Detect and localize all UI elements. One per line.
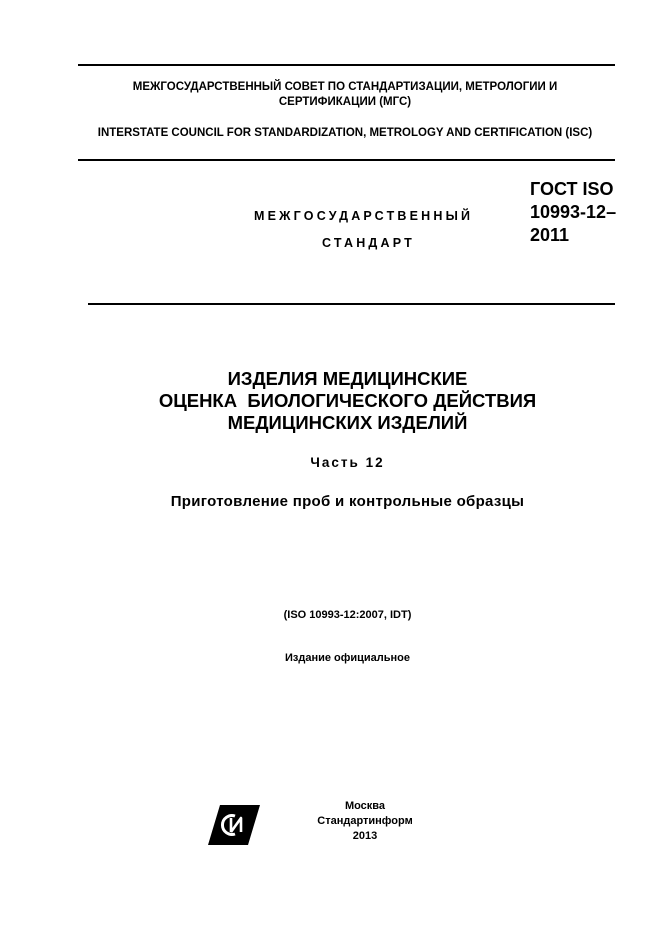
title-rule [88, 303, 615, 305]
standard-code-line2: 10993-12– [530, 202, 617, 222]
title-line1: ИЗДЕЛИЯ МЕДИЦИНСКИЕ [227, 368, 468, 389]
council-name-ru: МЕЖГОСУДАРСТВЕННЫЙ СОВЕТ ПО СТАНДАРТИЗАЦИИ, МЕТРОЛОГИИ И СЕРТИФИКАЦИИ (МГС) [132, 81, 558, 108]
standard-code-line1: ГОСТ ISO [530, 179, 614, 199]
standard-code [530, 178, 616, 247]
header-rule [78, 159, 615, 161]
edition-note: Издание официальное [284, 652, 411, 664]
publisher-name: Стандартинформ [317, 815, 413, 827]
standard-type-line2: СТАНДАРТ [322, 236, 415, 250]
document-subtitle: Приготовление проб и контрольные образцы [170, 493, 525, 510]
part-number: Часть 12 [310, 455, 385, 470]
publisher-city: Москва [344, 800, 386, 812]
publisher-year: 2013 [352, 830, 378, 842]
standard-code-line3: 2011 [530, 225, 570, 245]
title-line2: ОЦЕНКА БИОЛОГИЧЕСКОГО ДЕЙСТВИЯ [158, 390, 537, 411]
top-rule [78, 64, 615, 66]
iso-identity: (ISO 10993-12:2007, IDT) [283, 609, 412, 621]
standartinform-logo-icon [208, 805, 260, 845]
standard-type-line1: МЕЖГОСУДАРСТВЕННЫЙ [254, 209, 474, 223]
document-title [80, 368, 615, 434]
publisher-block [300, 799, 430, 844]
title-line3: МЕДИЦИНСКИХ ИЗДЕЛИЙ [227, 412, 468, 433]
standartinform-logo [208, 805, 260, 845]
council-name-en: INTERSTATE COUNCIL FOR STANDARDIZATION, METROLOGY AND CERTIFICATION (ISC) [97, 127, 593, 139]
